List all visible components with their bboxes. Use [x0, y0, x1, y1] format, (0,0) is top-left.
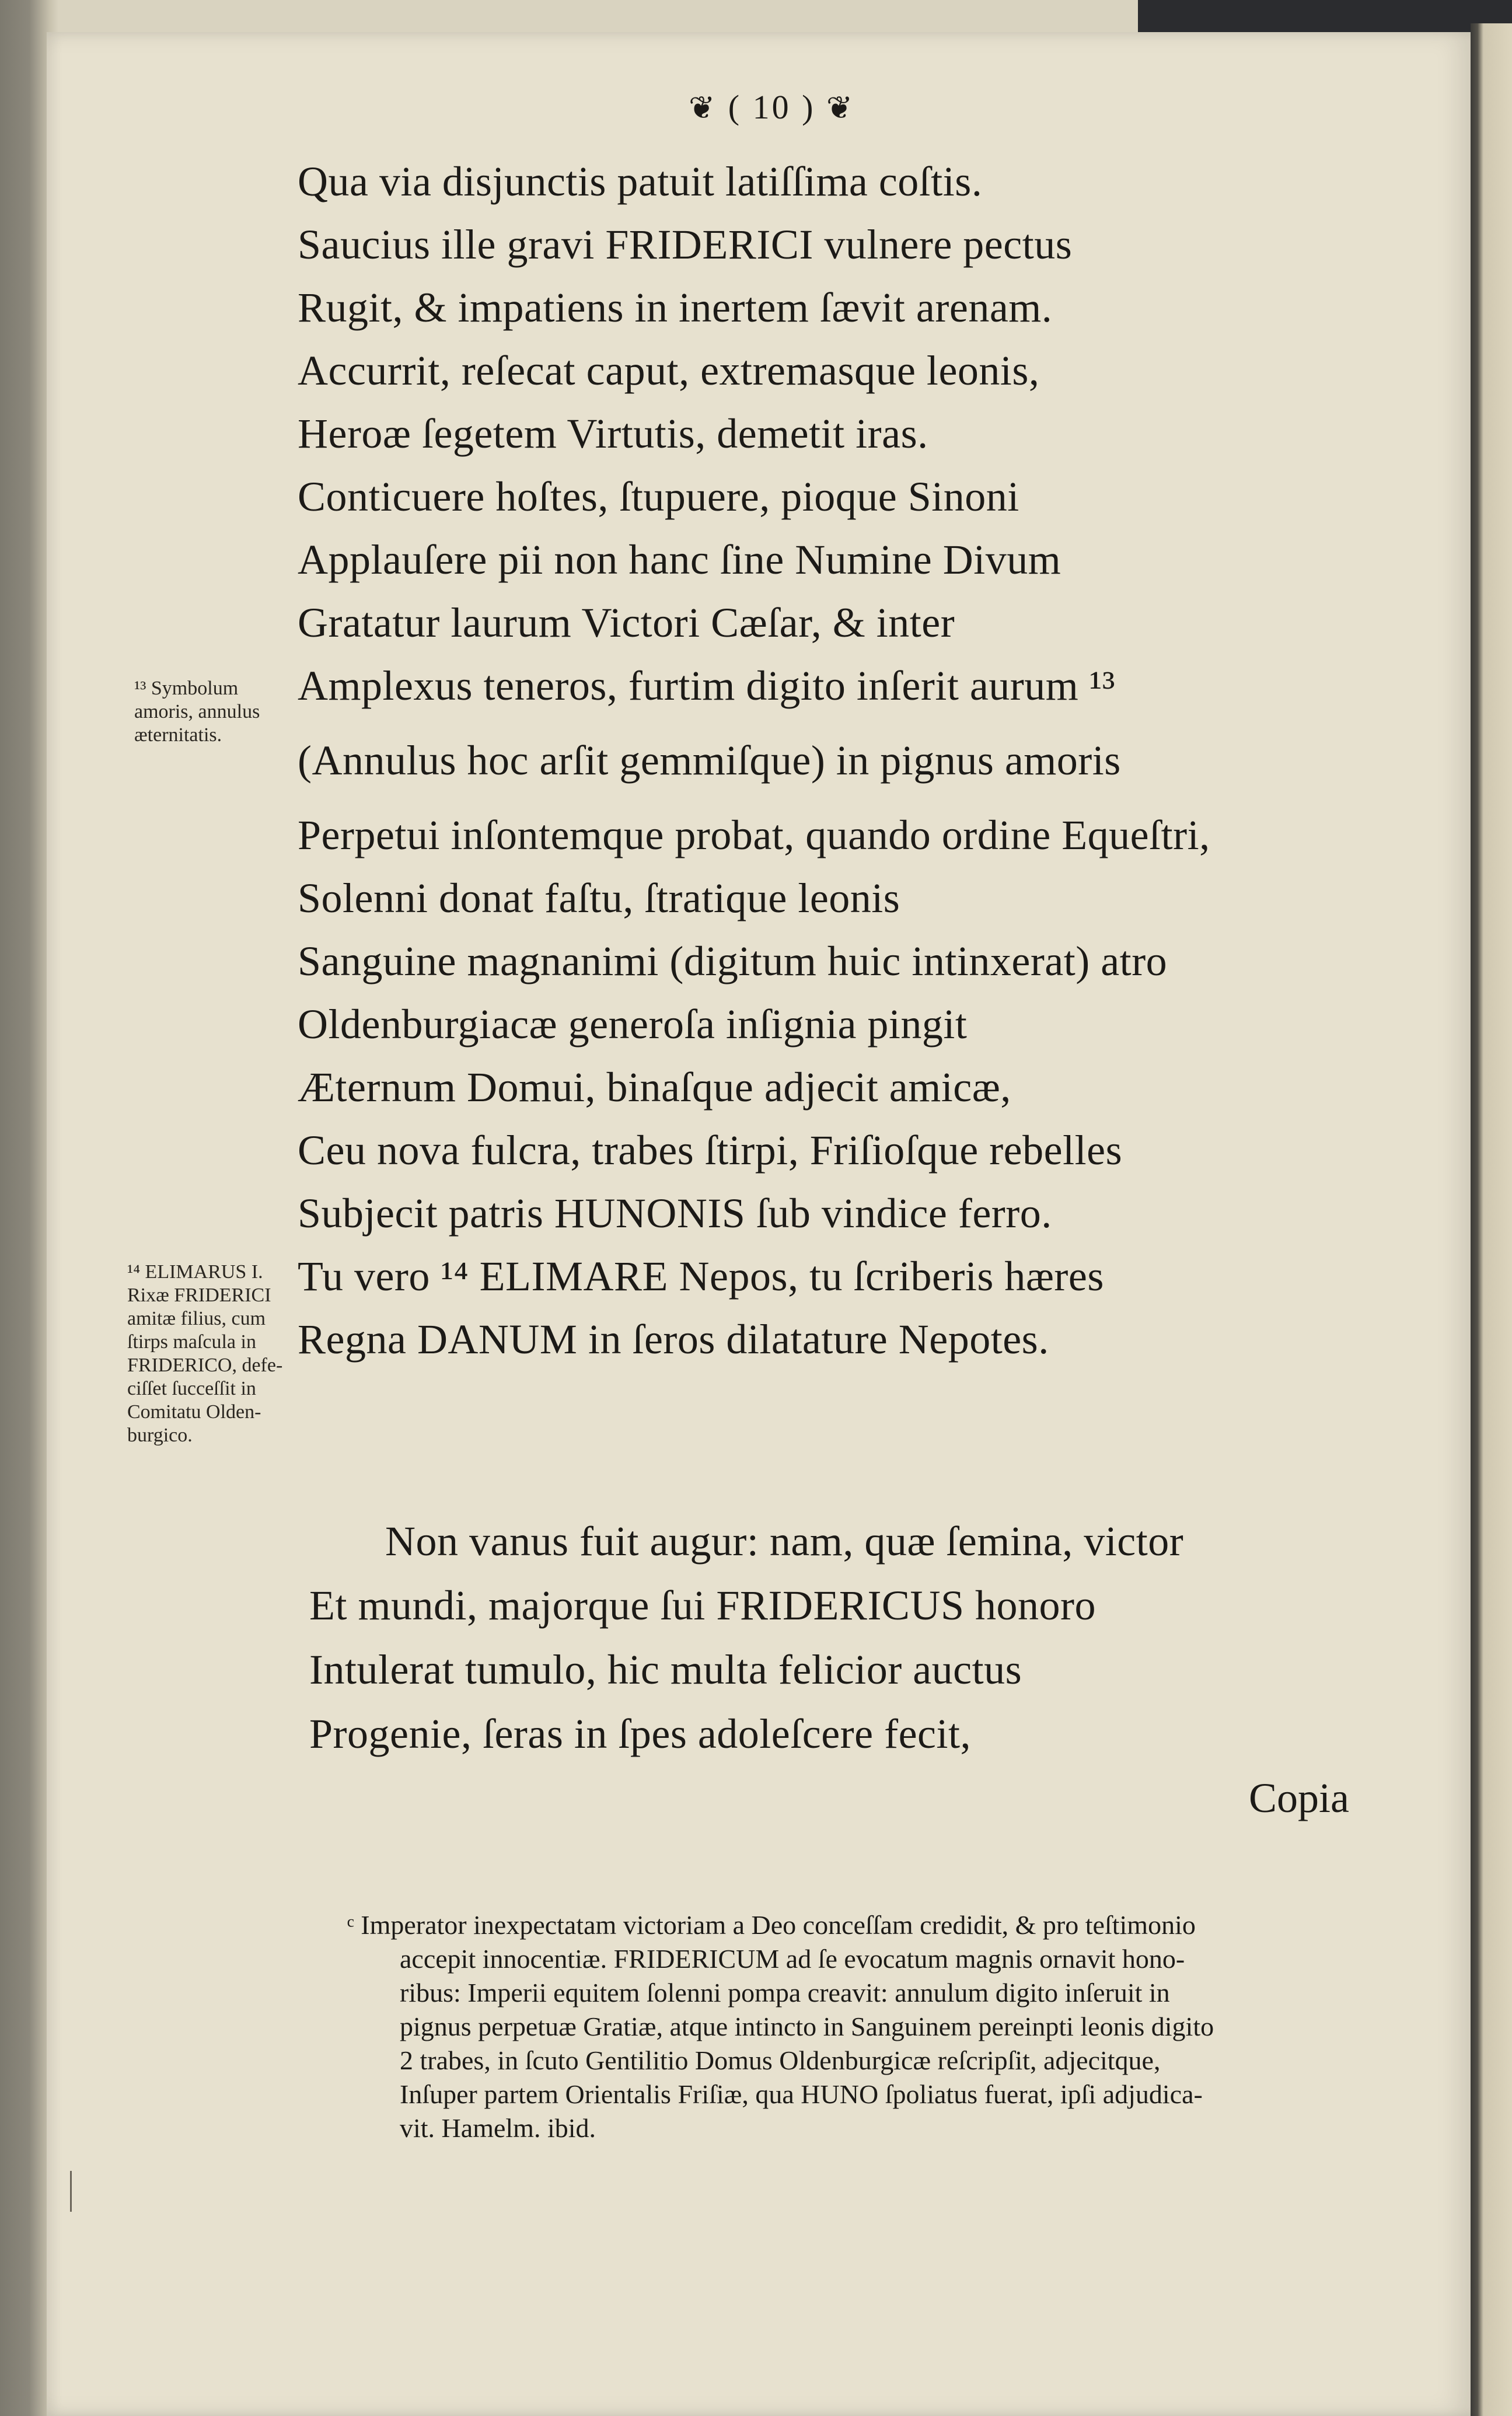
ornament-left-icon: ❦: [689, 90, 718, 125]
verse-line: Intulerat tumulo, hic multa felicior auctus: [309, 1646, 1022, 1693]
verse-line: Saucius ille gravi FRIDERICI vulnere pectus: [298, 221, 1073, 268]
footnote-line: Inſuper partem Orientalis Friſiæ, qua HUNO ſpoliatus fuerat, ipſi adjudica-: [400, 2079, 1203, 2109]
margin-note-line: burgico.: [127, 1425, 193, 1446]
verse-line: Conticuere hoſtes, ſtupuere, pioque Sinoni: [298, 473, 1019, 520]
verse-line: Accurrit, reſecat caput, extremasque leonis,: [298, 347, 1040, 394]
verse-line: Oldenburgiacæ generoſa inſignia pingit: [298, 1001, 968, 1048]
verse-line: Heroæ ſegetem Virtutis, demetit iras.: [298, 410, 928, 457]
margin-note-line: ſtirps maſcula in: [127, 1331, 256, 1353]
footnote-line: ᶜ Imperator inexpectatam victoriam a Deo conceſſam credidit, & pro teſtimonio: [347, 1910, 1196, 1940]
margin-note-line: ¹⁴ ELIMARUS I.: [127, 1261, 263, 1283]
margin-note-line: amoris, annulus: [134, 701, 260, 722]
verse-line: Perpetui inſontemque probat, quando ordine Equeſtri,: [298, 812, 1210, 858]
margin-note-line: æternitatis.: [134, 724, 222, 746]
margin-note-14: [127, 1261, 282, 1447]
ornament-right-icon: ❦: [826, 90, 855, 125]
margin-note-line: Rixæ FRIDERICI: [127, 1284, 271, 1306]
margin-note-line: amitæ filius, cum: [127, 1308, 266, 1329]
footnote: [347, 1908, 1351, 2145]
margin-note-line: ¹³ Symbolum: [134, 678, 239, 699]
catchword: Copia: [1249, 1775, 1349, 1821]
page-mark: [70, 2171, 72, 2212]
background-surface: [1138, 0, 1512, 32]
verse-line: Tu vero ¹⁴ ELIMARE Nepos, tu ſcriberis hæres: [298, 1253, 1104, 1300]
footnote-line: ribus: Imperii equitem ſolenni pompa creavit: annulum digito inſeruit in: [400, 1978, 1170, 2007]
footnote-line: 2 trabes, in ſcuto Gentilitio Domus Oldenburgicæ reſcripſit, adjecitque,: [400, 2045, 1161, 2075]
verse-line: Et mundi, majorque ſui FRIDERICUS honoro: [309, 1582, 1096, 1629]
verse-line: Amplexus teneros, furtim digito inſerit aurum ¹³: [298, 662, 1115, 709]
verse-line: Sanguine magnanimi (digitum huic intinxerat) atro: [298, 938, 1168, 984]
margin-note-line: Comitatu Olden-: [127, 1401, 261, 1423]
margin-note-line: FRIDERICO, defe-: [127, 1354, 283, 1376]
verse-line: Applauſere pii non hanc ſine Numine Divum: [298, 536, 1061, 583]
margin-note-line: ciſſet ſucceſſit in: [127, 1378, 256, 1399]
verse-line: Progenie, ſeras in ſpes adoleſcere fecit,: [309, 1710, 972, 1757]
verse-line: Subjecit patris HUNONIS ſub vindice ferro.: [298, 1190, 1052, 1237]
verse-line: Regna DANUM in ſeros dilataturе Nepotes.: [298, 1316, 1049, 1363]
footnote-line: vit. Hamelm. ibid.: [400, 2113, 596, 2143]
verse-line: Æternum Domui, binaſque adjecit amicæ,: [298, 1064, 1011, 1111]
verse-line: Rugit, & impatiens in inertem ſævit arenam.: [298, 284, 1053, 331]
margin-note-13: [134, 677, 260, 747]
page-number: ( 10 ): [728, 88, 816, 126]
verse-line: Solenni donat faſtu, ſtratique leonis: [298, 875, 900, 921]
footnote-line: accepit innocentiæ. FRIDERICUM ad ſe evocatum magnis ornavit hono-: [400, 1944, 1185, 1974]
verse-line: Ceu nova fulcra, trabes ſtirpi, Friſioſque rebelles: [298, 1127, 1123, 1174]
page-header: [689, 88, 855, 127]
verse-line: Qua via disjunctis patuit latiſſima coſtis.: [298, 158, 983, 205]
next-page-edge: [1471, 23, 1512, 2416]
verse-line: Non vanus fuit augur: nam, quæ ſemina, victor: [385, 1518, 1184, 1565]
footnote-line: pignus perpetuæ Gratiæ, atque intincto in Sanguinem pereinpti leonis digito: [400, 2012, 1214, 2041]
verse-line: (Annulus hoc arſit gemmiſque) in pignus amoris: [298, 737, 1121, 784]
verse-line: Gratatur laurum Victori Cæſar, & inter: [298, 599, 955, 646]
